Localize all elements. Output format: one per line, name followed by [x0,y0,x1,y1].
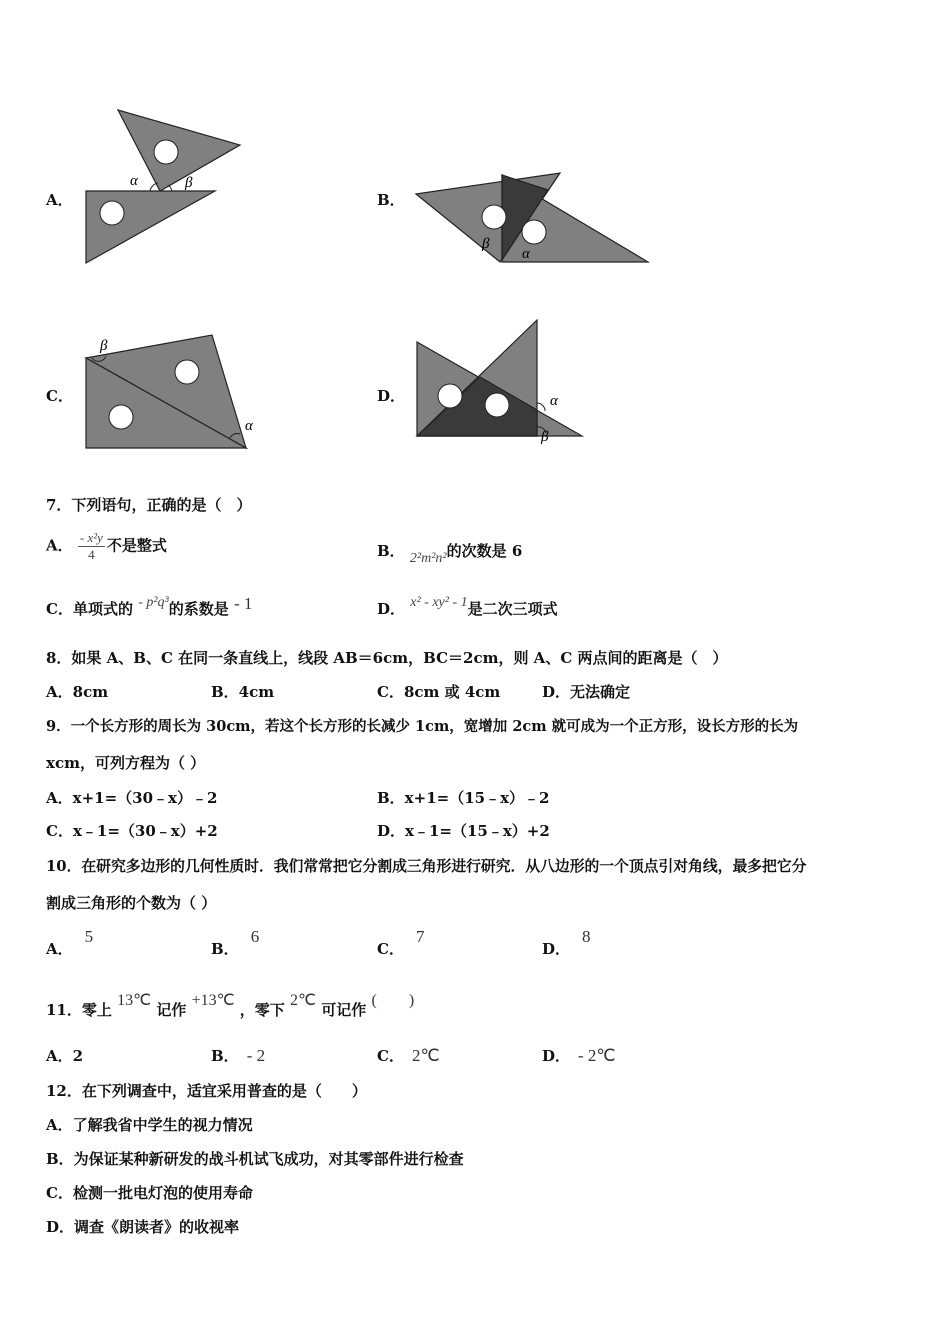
q7-b-expression: 2²m²n² [409,551,447,566]
q12-option-b: B．为保证某种新研发的战斗机试飞成功，对其零部件进行检查 [46,1150,464,1168]
q11-temp1: 13℃ [117,992,152,1009]
q9-stem-line2: xcm，可列方程为（ ） [46,754,206,772]
q10-stem-line2: 割成三角形的个数为（ ） [46,894,217,912]
q8-option-c: C．8cm 或 4cm [377,683,501,701]
q7-d-expression: x² - xy² - 1 [410,595,468,610]
q12-option-d: D．调查《朗读者》的收视率 [46,1218,240,1236]
q10-option-c: C．7 [377,927,425,958]
q6a-alpha: α [130,173,138,189]
q9-option-a: A．x+1=（30﹣x）﹣2 [46,789,218,807]
q11-option-a: A．2 [46,1047,84,1065]
q7-option-d: D． x² - xy² - 1是二次三项式 [377,595,558,618]
q7-option-b: B． 2²m²n²的次数是 6 [377,542,523,566]
q12-option-c: C．检测一批电灯泡的使用寿命 [46,1184,253,1202]
q6d-beta: β [541,429,549,445]
q7-c-value: - 1 [234,594,253,613]
q6-figure-c [80,330,270,455]
q6d-alpha: α [550,393,558,409]
q6-figure-b [410,170,655,270]
q10-stem-line1: 10．在研究多边形的几何性质时．我们常常把它分割成三角形进行研究．从八边形的一个顶点引对角线，最多把它分 [46,858,807,875]
q6-figure-d [410,315,595,450]
q11-temp3: 2℃ [290,992,317,1009]
q6b-alpha: α [522,246,530,262]
q6a-beta: β [185,175,193,191]
q10-option-b: B．6 [211,927,260,958]
q12-option-a: A．了解我省中学生的视力情况 [46,1116,253,1134]
q6b-beta: β [482,236,490,252]
q6-option-b-label: B． [377,191,405,209]
q8-stem: 8．如果 A、B、C 在同一条直线上，线段 AB＝6cm，BC＝2cm，则 A、C 两点间的距离是（ ） [46,649,728,667]
q12-stem: 12．在下列调查中，适宜采用普查的是（ ） [46,1082,367,1100]
q10-option-d: D．8 [542,927,591,958]
q7-option-a: A． $\frac{\text{- x²y}}{4}$ 不是整式 [46,530,167,562]
q8-option-b: B．4cm [211,683,275,701]
q6-option-a-label: A． [46,191,73,209]
q11-stem: 11．零上 13℃ 记作 +13℃ ，零下 2℃ 可记作 ( ) [46,992,415,1019]
q6-option-d-label: D． [377,387,406,405]
q7-a-fraction: $\frac{\text{- x²y}}{4}$ [79,530,103,562]
q9-option-d: D．x﹣1=（15﹣x）+2 [377,822,550,840]
q6-figure-a [80,105,250,270]
q8-option-a: A．8cm [46,683,109,701]
q11-paren: ( ) [371,992,415,1009]
q11-option-d: D． - 2℃ [542,1046,616,1065]
q6c-alpha: α [245,418,253,434]
q7-c-expression: - p²q³ [138,595,169,610]
q6c-beta: β [100,338,108,354]
q11-temp2: +13℃ [191,992,235,1009]
q10-option-a: A．5 [46,927,94,958]
q6-option-c-label: C． [46,387,73,405]
q11-option-b: B． - 2 [211,1046,266,1065]
q9-option-b: B．x+1=（15﹣x）﹣2 [377,789,550,807]
q9-option-c: C．x﹣1=（30﹣x）+2 [46,822,218,840]
q9-stem-line1: 9．一个长方形的周长为 30cm，若这个长方形的长减少 1cm，宽增加 2cm 就可成为一个正方形，设长方形的长为 [46,718,799,735]
q11-option-c: C． 2℃ [377,1046,440,1065]
q8-option-d: D．无法确定 [542,683,631,701]
q7-stem: 7．下列语句，正确的是（ ） [46,496,252,514]
q7-option-c: C．单项式的 - p²q³的系数是 - 1 [46,594,253,618]
